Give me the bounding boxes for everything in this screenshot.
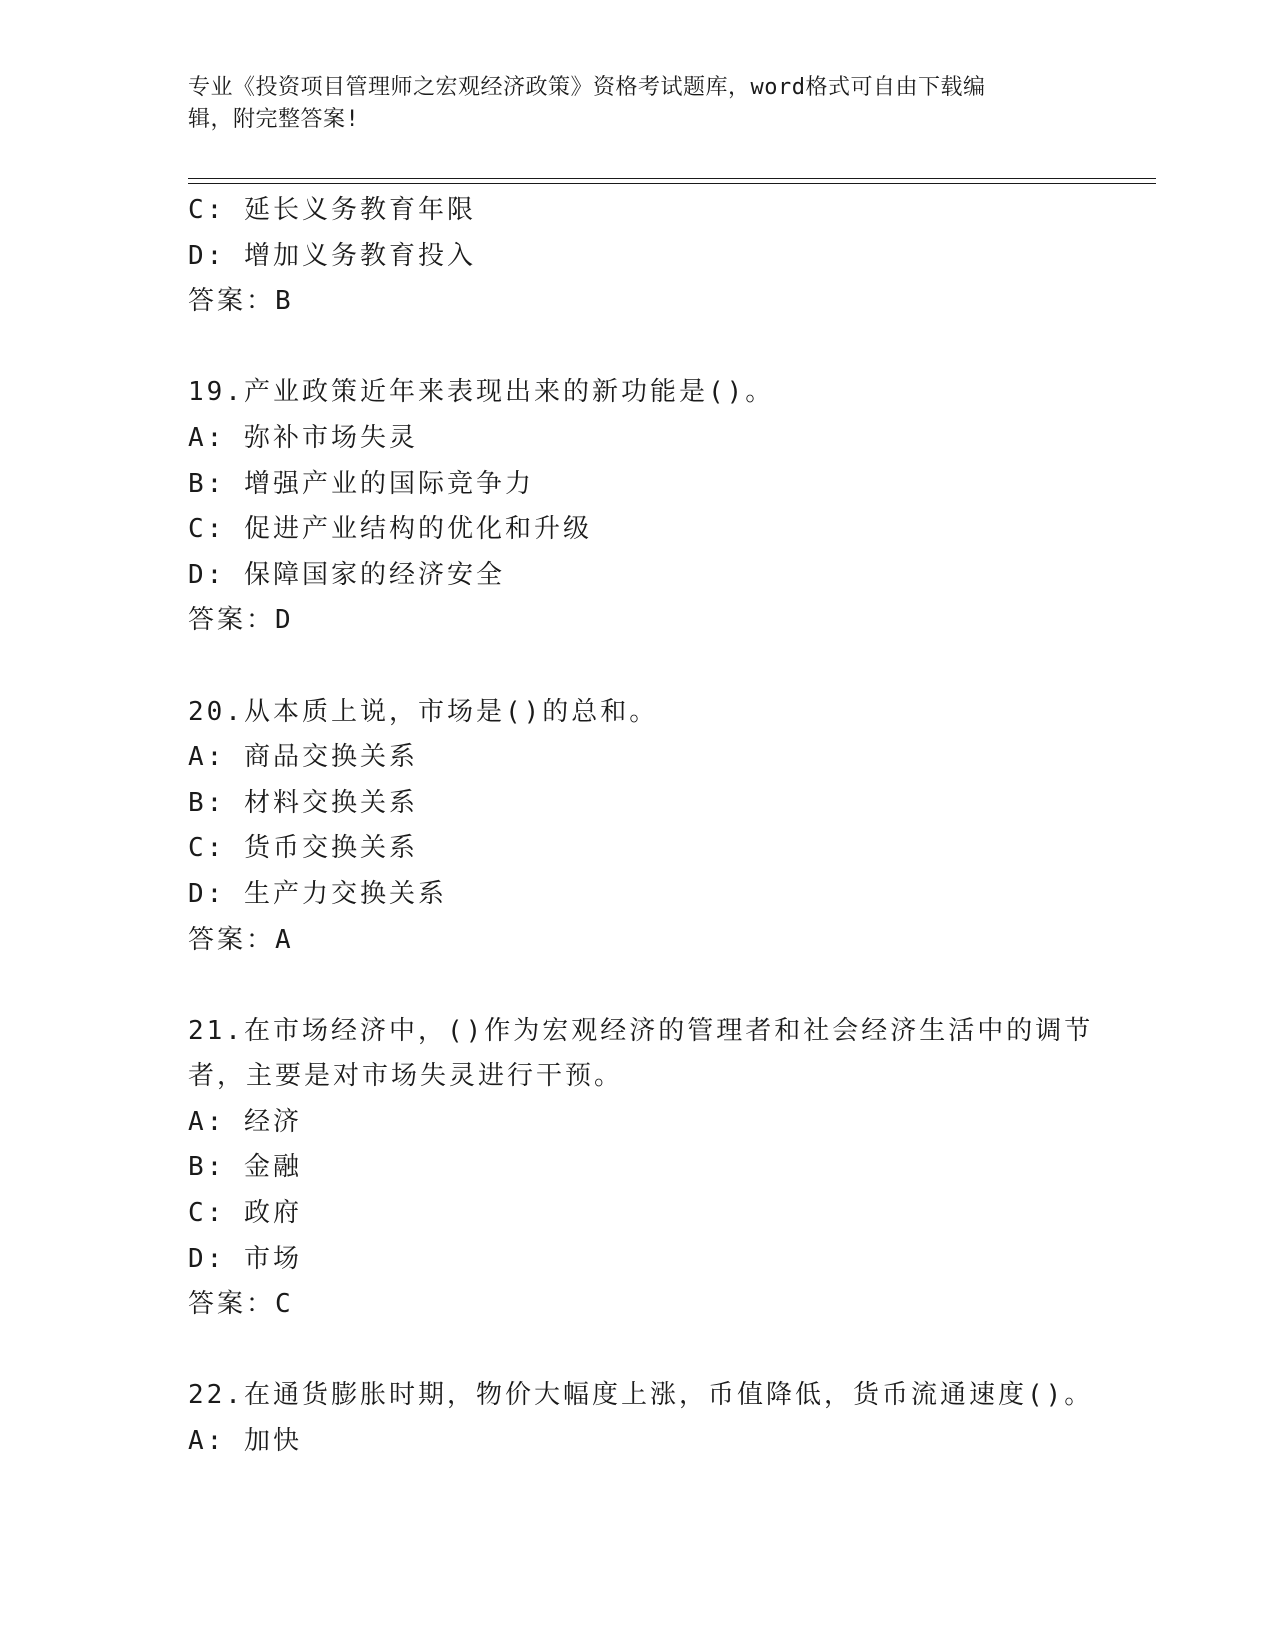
spacer (188, 963, 1088, 1009)
question-18-tail (188, 188, 1088, 325)
question-content (188, 188, 1094, 1465)
spacer (188, 1328, 1088, 1374)
header-line-1: 专业《投资项目管理师之宏观经济政策》资格考试题库，word格式可自由下载编 (188, 75, 986, 100)
question-stem: 20.从本质上说，市场是()的总和。 (188, 696, 659, 727)
option-b: B: 材料交换关系 (188, 787, 418, 818)
option-a: A: 弥补市场失灵 (188, 422, 418, 453)
option-c: C: 促进产业结构的优化和升级 (188, 514, 592, 545)
header-line-2: 辑，附完整答案! (188, 107, 360, 132)
option-a: A: 商品交换关系 (188, 742, 418, 773)
question-22 (188, 1373, 1094, 1464)
header-divider-top (188, 178, 1156, 179)
answer: 答案：B (188, 286, 294, 317)
option-b: B: 增强产业的国际竞争力 (188, 468, 534, 499)
option-c: C: 政府 (188, 1198, 302, 1229)
question-stem: 22.在通货膨胀时期，物价大幅度上涨，币值降低，货币流通速度()。 (188, 1380, 1094, 1411)
answer: 答案：C (188, 1289, 294, 1320)
option-b: B: 金融 (188, 1152, 302, 1183)
spacer (188, 644, 1088, 690)
option-a: A: 加快 (188, 1426, 302, 1457)
header-divider-bottom (188, 183, 1156, 184)
option-d: D: 保障国家的经济安全 (188, 559, 505, 590)
answer: 答案：A (188, 924, 294, 955)
option-d: D: 生产力交换关系 (188, 878, 447, 909)
option-a: A: 经济 (188, 1106, 302, 1137)
answer: 答案：D (188, 605, 294, 636)
document-header (188, 72, 1088, 136)
option-d: D: 增加义务教育投入 (188, 240, 476, 271)
option-c: C: 延长义务教育年限 (188, 195, 476, 225)
question-21 (188, 1009, 1094, 1328)
question-20 (188, 690, 1088, 964)
option-d: D: 市场 (188, 1243, 302, 1274)
question-19 (188, 370, 1088, 644)
option-c: C: 货币交换关系 (188, 833, 418, 864)
question-stem-line-1: 21.在市场经济中，()作为宏观经济的管理者和社会经济生活中的调节 (188, 1015, 1094, 1046)
question-stem: 19.产业政策近年来表现出来的新功能是()。 (188, 377, 775, 408)
spacer (188, 325, 1088, 371)
question-stem-line-2: 者，主要是对市场失灵进行干预。 (188, 1061, 624, 1092)
